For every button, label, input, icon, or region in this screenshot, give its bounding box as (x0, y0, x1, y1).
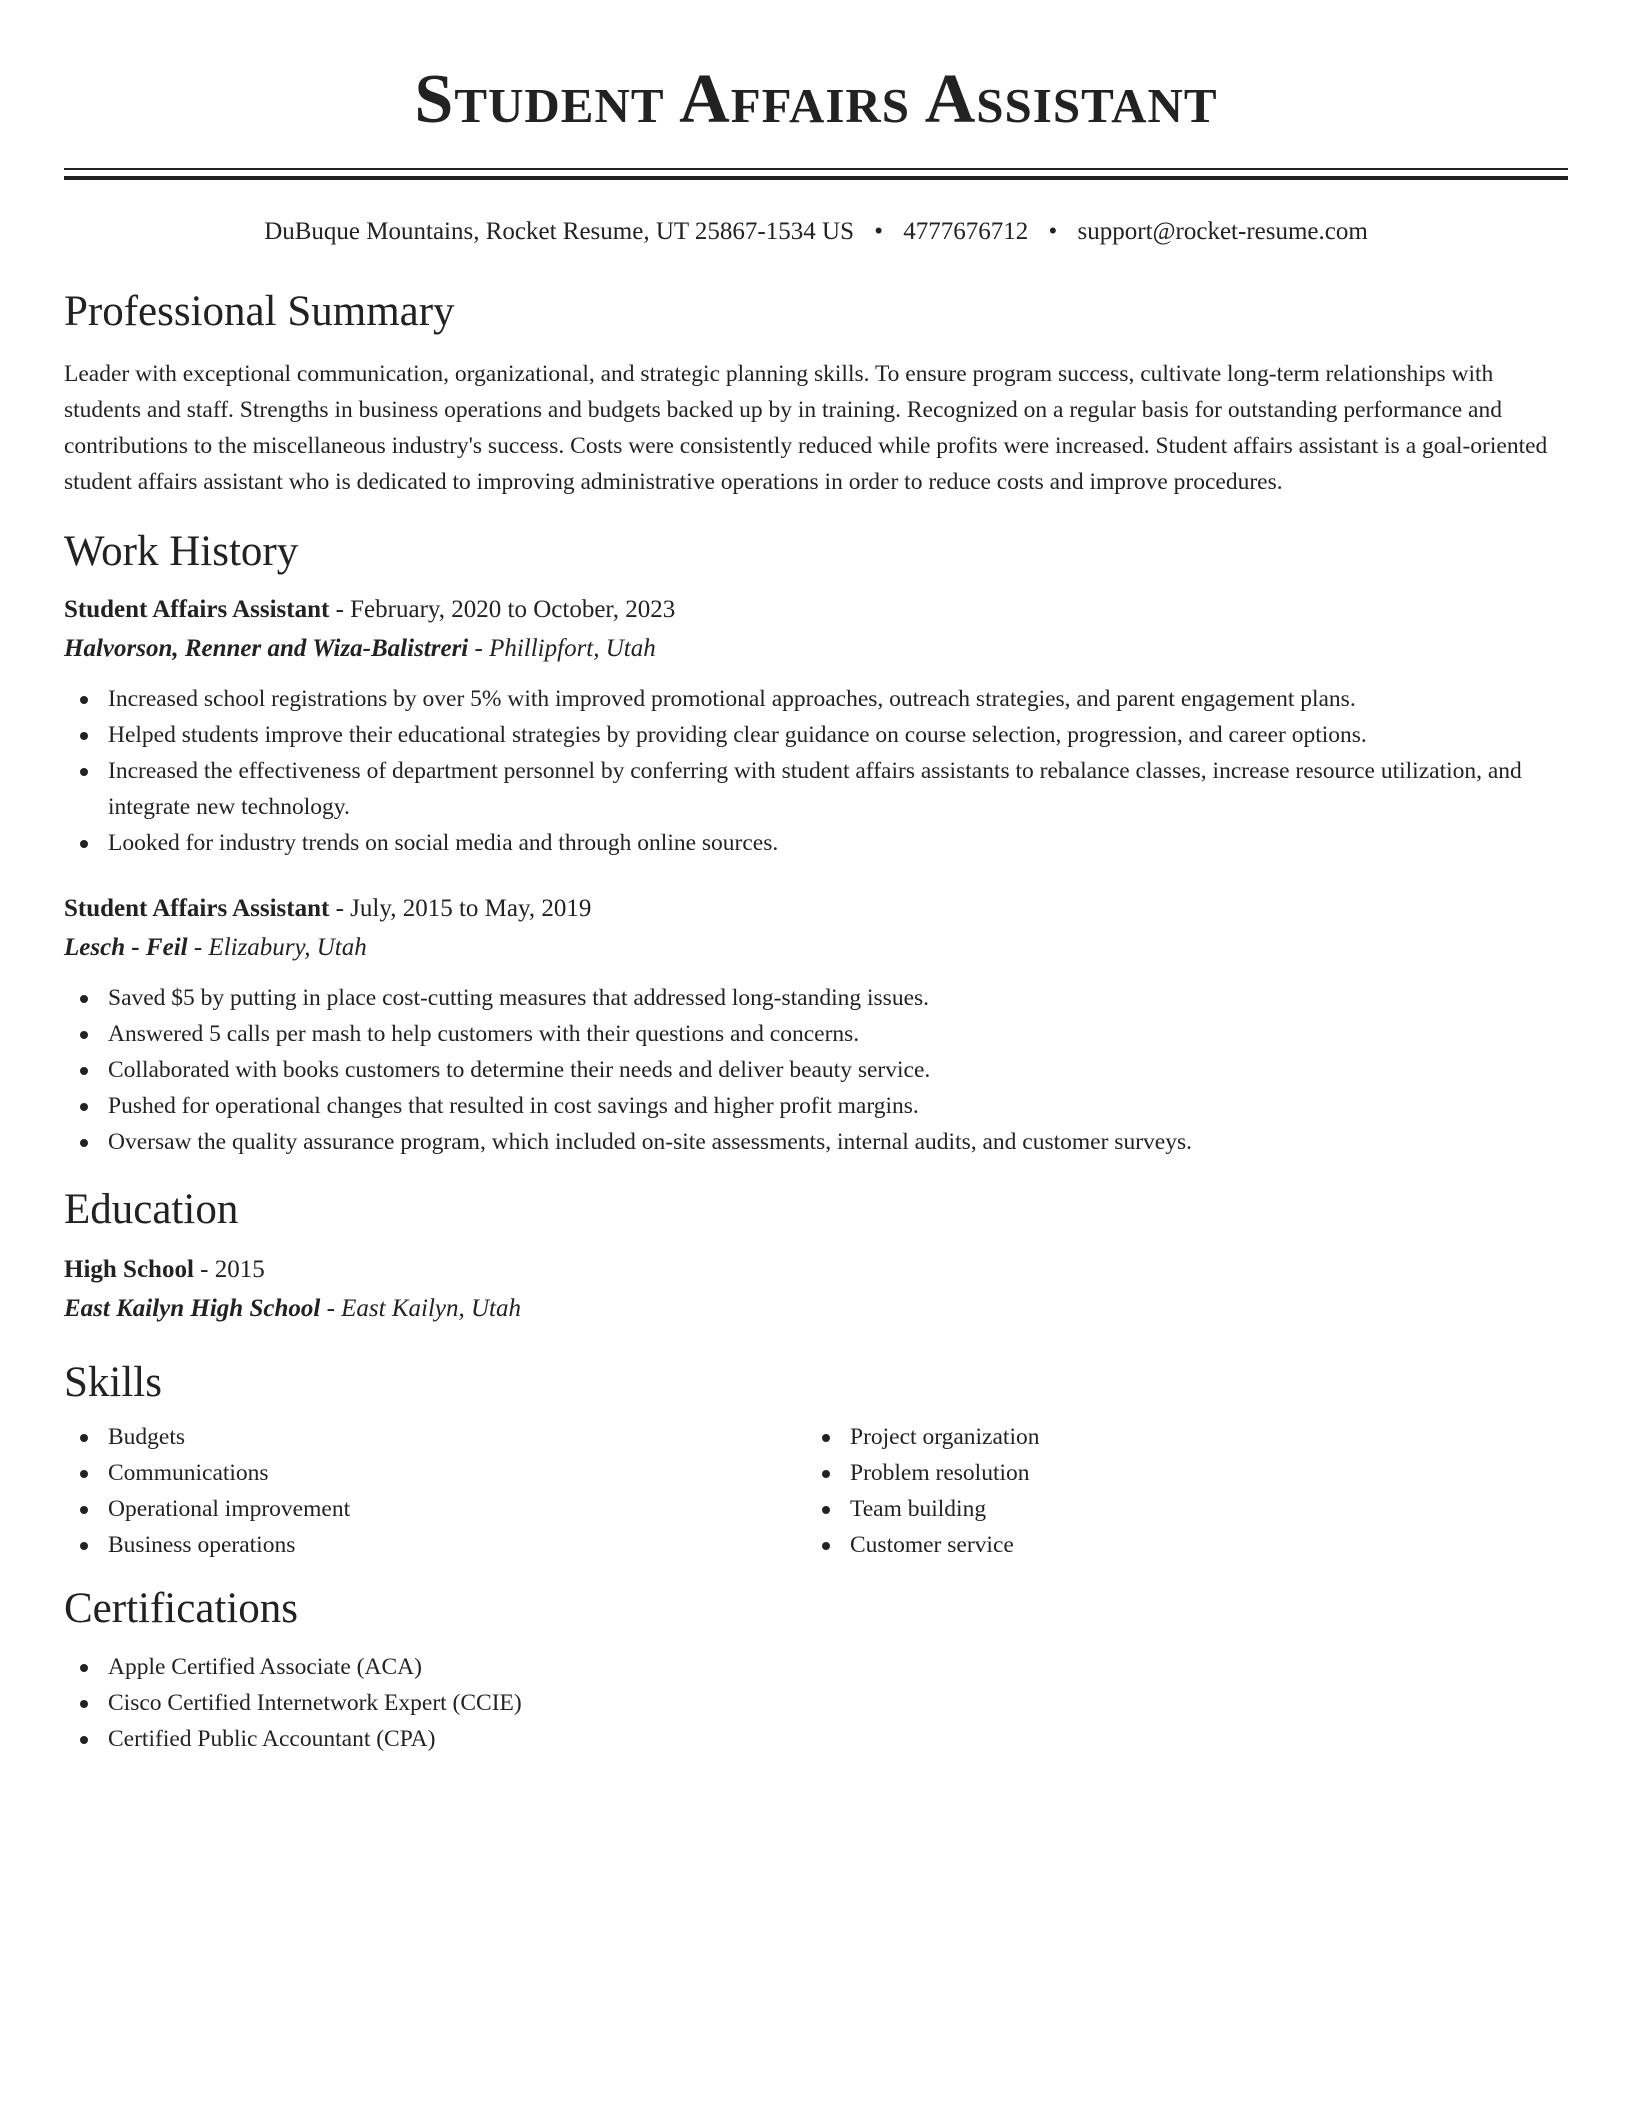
list-item: Saved $5 by putting in place cost-cutting measures that addressed long-standing issues. (64, 980, 1568, 1016)
contact-email: support@rocket-resume.com (1077, 218, 1368, 245)
list-item: Pushed for operational changes that resulted in cost savings and higher profit margins. (64, 1088, 1568, 1124)
job-dates: - July, 2015 to May, 2019 (329, 895, 592, 922)
list-item: Answered 5 calls per mash to help customers with their questions and concerns. (64, 1016, 1568, 1052)
list-item: Budgets (64, 1419, 806, 1455)
list-item: Increased school registrations by over 5% with improved promotional approaches, outreach strategies, and parent engagement plans. (64, 681, 1568, 717)
section-heading-education: Education (64, 1186, 239, 1233)
school-name: East Kailyn High School (64, 1295, 321, 1322)
section-heading-work: Work History (64, 528, 299, 575)
skills-column-right (806, 1419, 1548, 1563)
company-name: Lesch - Feil (64, 934, 188, 961)
skills-column-left (64, 1419, 806, 1563)
contact-address: DuBuque Mountains, Rocket Resume, UT 25867-1534 US (264, 218, 854, 245)
list-item: Cisco Certified Internetwork Expert (CCIE) (64, 1685, 1568, 1721)
section-heading-summary: Professional Summary (64, 288, 455, 335)
title-divider-thin (64, 168, 1568, 170)
certifications-list (64, 1649, 1568, 1757)
title-divider-thick (64, 176, 1568, 180)
list-item: Operational improvement (64, 1491, 806, 1527)
company-line (64, 631, 1568, 667)
list-item: Looked for industry trends on social media and through online sources. (64, 825, 1568, 861)
job-bullets (64, 980, 1568, 1160)
list-item: Business operations (64, 1527, 806, 1563)
company-location: - Elizabury, Utah (187, 934, 367, 961)
job-title-line (64, 891, 1568, 927)
company-location: - Phillipfort, Utah (468, 635, 656, 662)
resume-title: Student Affairs Assistant (414, 61, 1218, 138)
job-bullets (64, 681, 1568, 861)
degree-year: - 2015 (193, 1256, 265, 1283)
job-title: Student Affairs Assistant (64, 596, 330, 623)
job-entry (64, 891, 1568, 1160)
section-heading-certifications: Certifications (64, 1585, 299, 1632)
school-line (64, 1291, 1568, 1327)
skills-grid (64, 1419, 1568, 1563)
contact-phone: 4777676712 (903, 218, 1029, 245)
contact-separator: • (874, 218, 883, 245)
list-item: Helped students improve their educational strategies by providing clear guidance on course selection, progression, and career options. (64, 717, 1568, 753)
list-item: Oversaw the quality assurance program, which included on-site assessments, internal audits, and customer surveys. (64, 1124, 1568, 1160)
summary-text: Leader with exceptional communication, organizational, and strategic planning skills. To ensure program success, cultivate long-term relationships with students and staff. Strengths in business operations and budgets backed up by in training. Recognized on a regular basis for outstanding performance and contributions to the miscellaneous industry's success. Costs were consistently reduced while profits were increased. Student affairs assistant is a goal-oriented student affairs assistant who is dedicated to improving administrative operations in order to reduce costs and improve procedures. (64, 361, 1548, 495)
list-item: Collaborated with books customers to determine their needs and deliver beauty service. (64, 1052, 1568, 1088)
section-heading-skills: Skills (64, 1359, 162, 1406)
list-item: Customer service (806, 1527, 1548, 1563)
list-item: Certified Public Accountant (CPA) (64, 1721, 1568, 1757)
list-item: Increased the effectiveness of department personnel by conferring with student affairs assistants to rebalance classes, increase resource utilization, and integrate new technology. (64, 753, 1568, 825)
education-entry (64, 1252, 1568, 1327)
list-item: Project organization (806, 1419, 1548, 1455)
job-title: Student Affairs Assistant (64, 895, 330, 922)
list-item: Communications (64, 1455, 806, 1491)
contact-separator: • (1048, 218, 1058, 245)
list-item: Team building (806, 1491, 1548, 1527)
job-title-line (64, 592, 1568, 628)
job-entry (64, 592, 1568, 861)
list-item: Apple Certified Associate (ACA) (64, 1649, 1568, 1685)
company-line (64, 930, 1568, 966)
school-location: - East Kailyn, Utah (320, 1295, 521, 1322)
job-dates: - February, 2020 to October, 2023 (329, 596, 676, 623)
list-item: Problem resolution (806, 1455, 1548, 1491)
degree-name: High School (64, 1256, 194, 1283)
degree-line (64, 1252, 1568, 1288)
company-name: Halvorson, Renner and Wiza-Balistreri (64, 635, 469, 662)
contact-line (64, 216, 1568, 248)
